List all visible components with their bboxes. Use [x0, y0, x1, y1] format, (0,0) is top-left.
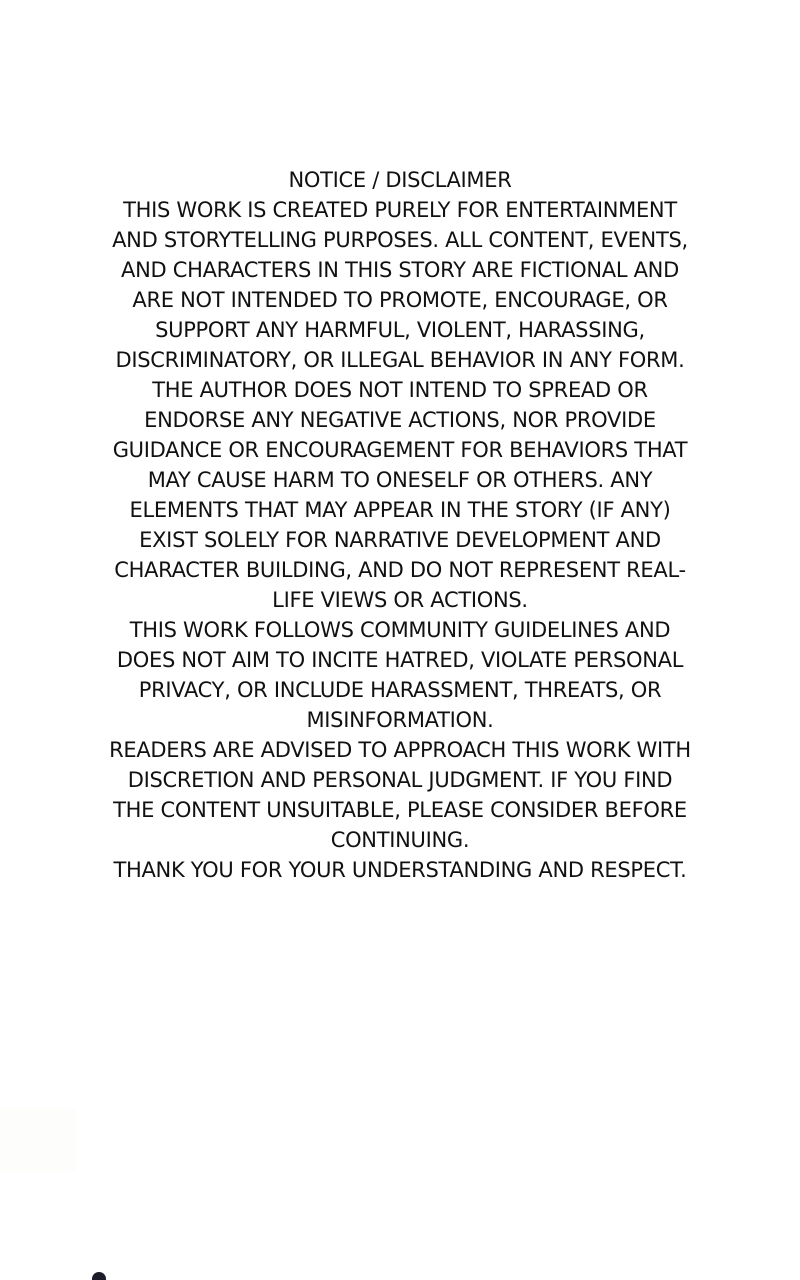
paragraph-line: THIS WORK IS CREATED PURELY FOR ENTERTAINMENT: [123, 198, 677, 222]
paragraph-line: DISCRETION AND PERSONAL JUDGMENT. IF YOU FIND: [127, 768, 673, 792]
paragraph-line: SUPPORT ANY HARMFUL, VIOLENT, HARASSING,: [155, 318, 645, 342]
paragraph-line: THIS WORK FOLLOWS COMMUNITY GUIDELINES AND: [129, 618, 671, 642]
disclaimer-notice: [60, 165, 740, 885]
paragraph-line: ARE NOT INTENDED TO PROMOTE, ENCOURAGE, OR: [132, 288, 668, 312]
paragraph-line: AND STORYTELLING PURPOSES. ALL CONTENT, EVENTS,: [112, 228, 688, 252]
paragraph-line: MISINFORMATION.: [306, 708, 494, 732]
paragraph-line: THE AUTHOR DOES NOT INTEND TO SPREAD OR: [152, 378, 648, 402]
paragraph-line: LIFE VIEWS OR ACTIONS.: [272, 588, 528, 612]
notice-title-text: NOTICE / DISCLAIMER: [288, 168, 512, 192]
paragraph-line: THANK YOU FOR YOUR UNDERSTANDING AND RESPECT.: [113, 858, 687, 882]
notice-title: [60, 165, 740, 195]
paragraph-line: PRIVACY, OR INCLUDE HARASSMENT, THREATS, OR: [138, 678, 662, 702]
paragraph-line: MAY CAUSE HARM TO ONESELF OR OTHERS. ANY: [147, 468, 653, 492]
paragraph-thanks: [60, 855, 740, 885]
paragraph-line: GUIDANCE OR ENCOURAGEMENT FOR BEHAVIORS THAT: [112, 438, 688, 462]
faint-background-block: [0, 1108, 76, 1172]
paragraph-line: CHARACTER BUILDING, AND DO NOT REPRESENT REAL-: [114, 558, 686, 582]
paragraph-line: AND CHARACTERS IN THIS STORY ARE FICTIONAL AND: [121, 258, 679, 282]
paragraph-line: READERS ARE ADVISED TO APPROACH THIS WORK WITH: [109, 738, 691, 762]
paragraph-line: EXIST SOLELY FOR NARRATIVE DEVELOPMENT AND: [139, 528, 661, 552]
paragraph-guidelines: [60, 615, 740, 735]
paragraph-line: DISCRIMINATORY, OR ILLEGAL BEHAVIOR IN ANY FORM.: [115, 348, 685, 372]
paragraph-line: DOES NOT AIM TO INCITE HATRED, VIOLATE PERSONAL: [116, 648, 684, 672]
paragraph-readers: [60, 735, 740, 855]
cropped-artwork-mark: [92, 1272, 106, 1280]
paragraph-line: THE CONTENT UNSUITABLE, PLEASE CONSIDER BEFORE: [113, 798, 687, 822]
paragraph-line: CONTINUING.: [330, 828, 470, 852]
paragraph-line: ENDORSE ANY NEGATIVE ACTIONS, NOR PROVIDE: [144, 408, 656, 432]
paragraph-author: [60, 375, 740, 615]
paragraph-intent: [60, 195, 740, 375]
paragraph-line: ELEMENTS THAT MAY APPEAR IN THE STORY (IF ANY): [129, 498, 671, 522]
